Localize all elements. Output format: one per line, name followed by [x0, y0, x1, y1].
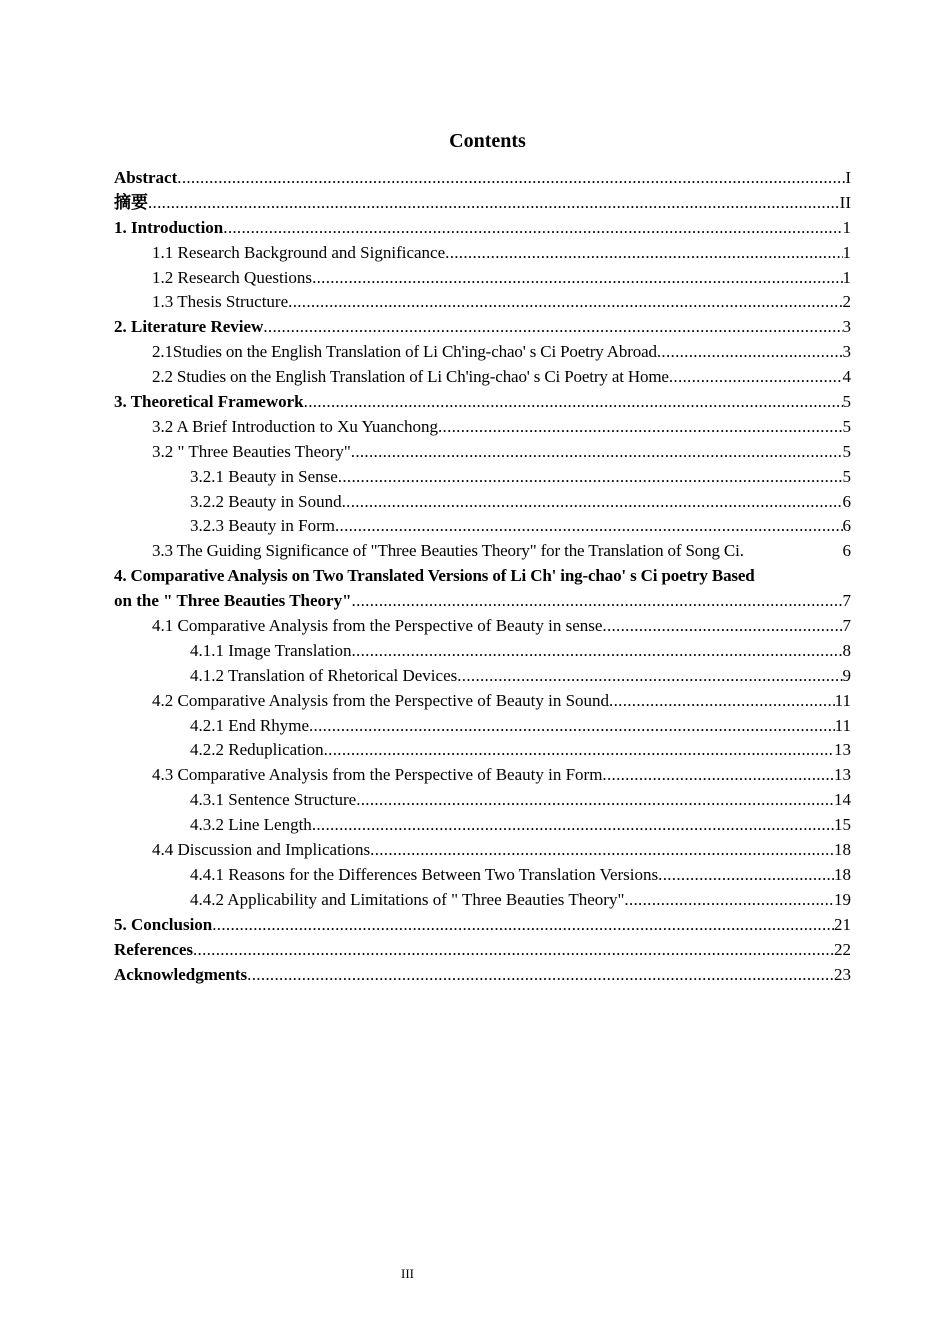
toc-entry-page: 4	[842, 367, 851, 387]
toc-entry-page: 18	[834, 840, 851, 860]
toc-entry-1-3[interactable]	[114, 290, 851, 315]
toc-entry-page: 11	[834, 715, 851, 735]
dot-leader	[342, 490, 843, 515]
toc-entry-label: 4.3.2 Line Length	[190, 815, 312, 835]
toc-entry-3-2-1[interactable]	[114, 465, 851, 490]
toc-entry-label: 4.2 Comparative Analysis from the Perspective of Beauty in Sound	[152, 690, 610, 710]
toc-entry-label: 3. Theoretical Framework	[114, 392, 304, 412]
toc-entry-4-3-1[interactable]	[114, 788, 851, 813]
toc-entry-page: 21	[834, 914, 851, 934]
toc-entry-label: 1.1 Research Background and Significance	[152, 242, 446, 262]
toc-entry-4-4-2[interactable]	[114, 888, 851, 913]
toc-entry-label: Abstract	[114, 168, 178, 187]
dot-leader	[309, 714, 835, 739]
dot-leader	[351, 440, 843, 465]
toc-entry-1-1[interactable]	[114, 241, 851, 266]
dot-leader	[288, 290, 842, 315]
toc-entry-label: 3.3 The Guiding Significance of "Three Beauties Theory" for the Translation of Song Ci.	[152, 541, 744, 561]
dot-leader	[438, 415, 843, 440]
toc-entry-comparative-analysis[interactable]	[114, 564, 851, 589]
toc-entry-page: 6	[842, 541, 851, 561]
page-number: III	[401, 1266, 414, 1281]
table-of-contents	[114, 166, 851, 987]
toc-entry-page: 5	[842, 416, 851, 436]
toc-entry-3-2-xu-yuanchong[interactable]	[114, 415, 851, 440]
dot-leader	[338, 465, 843, 490]
dot-leader	[356, 788, 834, 813]
toc-entry-page: 18	[834, 864, 851, 884]
toc-entry-4-1[interactable]	[114, 614, 851, 639]
toc-entry-page: 15	[834, 815, 851, 835]
toc-entry-label: 5. Conclusion	[114, 914, 213, 934]
toc-entry-page: 1	[842, 267, 851, 287]
toc-entry-page: 1	[842, 242, 851, 262]
dot-leader	[624, 888, 834, 913]
toc-entry-3-3[interactable]	[114, 539, 851, 564]
dot-leader	[312, 813, 834, 838]
dot-leader	[193, 938, 834, 963]
toc-entry-comparative-analysis-cont[interactable]	[114, 589, 851, 614]
toc-entry-page: 8	[842, 640, 851, 660]
toc-entry-label: 4.2.2 Reduplication	[190, 740, 324, 760]
toc-entry-page: 7	[842, 591, 851, 611]
toc-entry-label: 4.3.1 Sentence Structure	[190, 790, 357, 810]
toc-entry-1-2[interactable]	[114, 266, 851, 291]
toc-entry-label: 3.2 " Three Beauties Theory"	[152, 441, 351, 461]
toc-entry-label: References	[114, 939, 193, 959]
toc-entry-4-4[interactable]	[114, 838, 851, 863]
toc-entry-conclusion[interactable]	[114, 913, 851, 938]
dot-leader	[177, 166, 845, 191]
toc-entry-label: 1.2 Research Questions	[152, 267, 313, 287]
toc-entry-label: 4.1.2 Translation of Rhetorical Devices	[190, 665, 458, 685]
toc-entry-4-4-1[interactable]	[114, 863, 851, 888]
dot-leader	[312, 266, 842, 291]
toc-entry-chinese-abstract[interactable]	[114, 191, 851, 216]
toc-entry-3-2-3[interactable]	[114, 514, 851, 539]
toc-entry-label: 4.3 Comparative Analysis from the Perspective of Beauty in Form	[152, 765, 603, 785]
toc-entry-label: 3.2 A Brief Introduction to Xu Yuanchong	[152, 416, 438, 436]
toc-entry-label: 2.2 Studies on the English Translation of Li Ch'ing-chao' s Ci Poetry at Home	[152, 367, 669, 387]
toc-entry-page: 11	[834, 690, 851, 710]
toc-entry-label: Acknowledgments	[114, 964, 248, 984]
toc-entry-page: 9	[842, 665, 851, 685]
toc-entry-label: 2. Literature Review	[114, 317, 264, 337]
toc-entry-page: 3	[842, 317, 851, 337]
toc-entry-page: 14	[834, 790, 851, 810]
toc-entry-references[interactable]	[114, 938, 851, 963]
toc-entry-label: 4. Comparative Analysis on Two Translated Versions of Li Ch' ing-chao' s Ci poetry Based	[114, 566, 755, 586]
toc-entry-page: 2	[842, 292, 851, 312]
dot-leader	[352, 639, 843, 664]
dot-leader	[609, 689, 835, 714]
toc-entry-4-1-2[interactable]	[114, 664, 851, 689]
contents-title: Contents	[449, 130, 526, 152]
dot-leader	[669, 365, 843, 390]
toc-entry-label: 4.2.1 End Rhyme	[190, 715, 309, 735]
toc-entry-4-1-1[interactable]	[114, 639, 851, 664]
toc-entry-page: 6	[842, 491, 851, 511]
toc-entry-page: 3	[842, 342, 851, 362]
dot-leader	[223, 216, 842, 241]
toc-entry-label: 4.4.1 Reasons for the Differences Between Two Translation Versions	[190, 864, 659, 884]
toc-entry-4-3[interactable]	[114, 763, 851, 788]
toc-entry-page: 5	[842, 392, 851, 412]
toc-entry-label: on the " Three Beauties Theory"	[114, 591, 352, 611]
toc-entry-label: 摘要	[114, 192, 148, 212]
dot-leader	[304, 390, 843, 415]
toc-entry-4-2-1[interactable]	[114, 714, 851, 739]
toc-entry-page: 6	[842, 516, 851, 536]
dot-leader	[370, 838, 834, 863]
dot-leader	[445, 241, 842, 266]
dot-leader	[212, 913, 834, 938]
toc-entry-2-2[interactable]	[114, 365, 851, 390]
toc-entry-page: 13	[834, 765, 851, 785]
toc-entry-label: 4.1.1 Image Translation	[190, 640, 352, 660]
dot-leader	[658, 863, 834, 888]
dot-leader	[335, 514, 843, 539]
toc-entry-page: II	[839, 192, 851, 212]
dot-leader	[457, 664, 842, 689]
toc-entry-page: 23	[834, 964, 851, 984]
toc-entry-label: 4.1 Comparative Analysis from the Perspective of Beauty in sense	[152, 616, 603, 636]
toc-entry-label: 4.4.2 Applicability and Limitations of " Three Beauties Theory"	[190, 889, 625, 909]
toc-entry-introduction[interactable]	[114, 216, 851, 241]
toc-entry-page: 5	[842, 466, 851, 486]
toc-entry-label: 3.2.3 Beauty in Form	[190, 516, 335, 536]
dot-leader	[657, 340, 843, 365]
dot-leader	[247, 963, 834, 988]
toc-entry-page: 5	[842, 441, 851, 461]
toc-entry-acknowledgments[interactable]	[114, 963, 851, 988]
toc-entry-4-3-2[interactable]	[114, 813, 851, 838]
toc-entry-2-1[interactable]	[114, 340, 851, 365]
toc-entry-4-2[interactable]	[114, 689, 851, 714]
dot-leader	[148, 191, 840, 216]
toc-entry-label: 1.3 Thesis Structure	[152, 292, 289, 312]
toc-entry-3-2-2[interactable]	[114, 490, 851, 515]
dot-leader	[352, 589, 843, 614]
toc-entry-page: 7	[842, 616, 851, 636]
toc-entry-label: 2.1Studies on the English Translation of Li Ch'ing-chao' s Ci Poetry Abroad	[152, 342, 657, 362]
dot-leader	[602, 763, 834, 788]
dot-leader	[602, 614, 842, 639]
dot-leader	[324, 738, 834, 763]
toc-entry-page: 22	[834, 939, 851, 959]
toc-entry-page: 19	[834, 889, 851, 909]
toc-entry-label: 3.2.2 Beauty in Sound	[190, 491, 342, 511]
toc-entry-3-2-three-beauties[interactable]	[114, 440, 851, 465]
toc-entry-label: 4.4 Discussion and Implications	[152, 840, 371, 860]
toc-entry-label: 3.2.1 Beauty in Sense	[190, 466, 338, 486]
dot-leader	[263, 315, 842, 340]
toc-entry-abstract[interactable]	[114, 166, 851, 191]
toc-entry-theoretical-framework[interactable]	[114, 390, 851, 415]
toc-entry-page: 1	[842, 217, 851, 237]
toc-entry-page: I	[845, 168, 851, 187]
toc-entry-4-2-2[interactable]	[114, 738, 851, 763]
toc-entry-literature-review[interactable]	[114, 315, 851, 340]
toc-entry-label: 1. Introduction	[114, 217, 224, 237]
toc-entry-page: 13	[834, 740, 851, 760]
